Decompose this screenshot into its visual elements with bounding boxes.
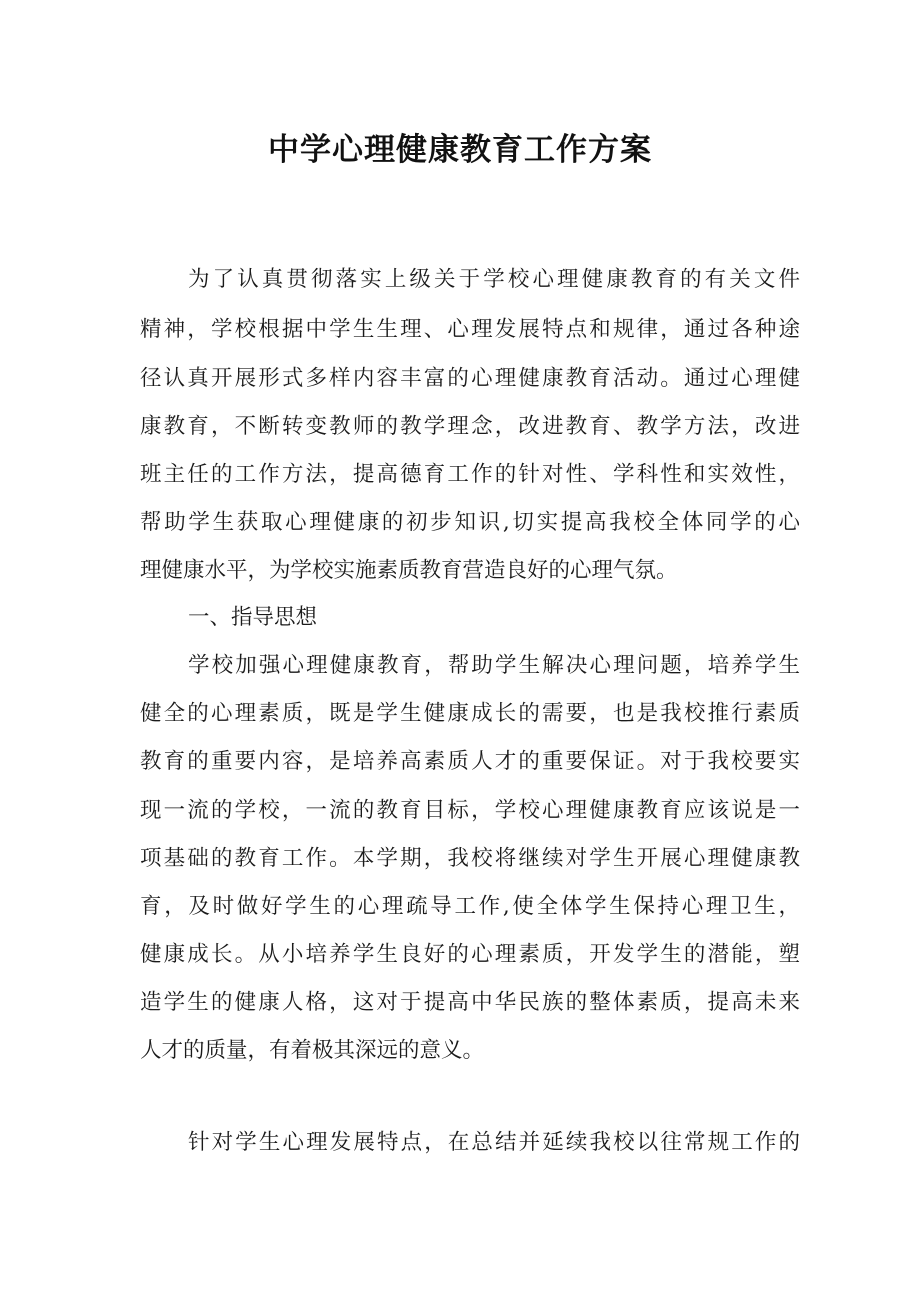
paragraph-2-line-9: 人才的质量，有着极其深远的意义。 [140,1038,485,1063]
paragraph-1-line-7: 理健康水平，为学校实施素质教育营造良好的心理气氛。 [140,558,678,583]
paragraph-2-line-6: 育，及时做好学生的心理疏导工作,使全体学生保持心理卫生， [140,894,800,919]
section-1-heading: 一、指导思想 [188,605,318,630]
paragraph-3-line-1: 针对学生心理发展特点，在总结并延续我校以往常规工作的 [188,1130,800,1155]
paragraph-1-line-1: 为了认真贯彻落实上级关于学校心理健康教育的有关文件 [188,267,800,292]
paragraph-1-line-3: 径认真开展形式多样内容丰富的心理健康教育活动。通过心理健 [140,366,800,391]
paragraph-2-line-3: 教育的重要内容，是培养高素质人才的重要保证。对于我校要实 [140,749,800,774]
paragraph-1-line-4: 康教育，不断转变教师的教学理念，改进教育、教学方法，改进 [140,414,800,439]
document-title: 中学心理健康教育工作方案 [268,132,652,168]
paragraph-2-line-1: 学校加强心理健康教育，帮助学生解决心理问题，培养学生 [188,653,800,678]
paragraph-1-line-6: 帮助学生获取心理健康的初步知识,切实提高我校全体同学的心 [140,510,800,535]
paragraph-1-line-5: 班主任的工作方法，提高德育工作的针对性、学科性和实效性， [140,462,800,487]
paragraph-2-line-2: 健全的心理素质，既是学生健康成长的需要，也是我校推行素质 [140,701,800,726]
paragraph-2-line-4: 现一流的学校，一流的教育目标，学校心理健康教育应该说是一 [140,798,800,823]
paragraph-2-line-8: 造学生的健康人格，这对于提高中华民族的整体素质，提高未来 [140,990,800,1015]
paragraph-2-line-7: 健康成长。从小培养学生良好的心理素质，开发学生的潜能，塑 [140,942,800,967]
paragraph-1-line-2: 精神，学校根据中学生生理、心理发展特点和规律，通过各种途 [140,317,800,342]
paragraph-2-line-5: 项基础的教育工作。本学期，我校将继续对学生开展心理健康教 [140,846,800,871]
